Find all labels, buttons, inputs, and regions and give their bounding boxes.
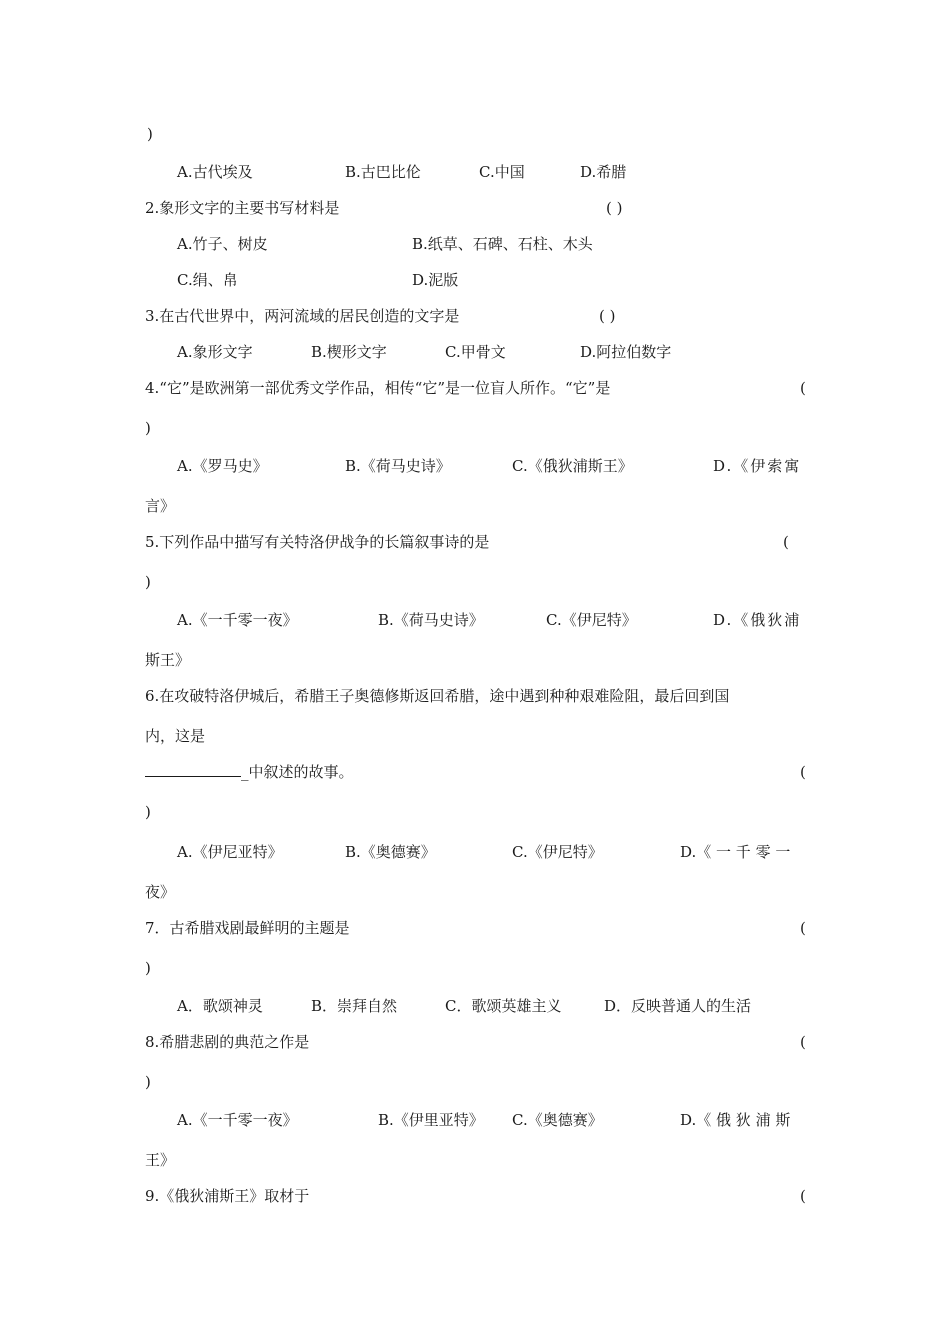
q4-paren-open: ( bbox=[800, 379, 806, 397]
q1-option-b: B.古巴比伦 bbox=[345, 163, 421, 181]
q6-paren-close: ) bbox=[145, 803, 151, 821]
q8-option-b: B.《伊里亚特》 bbox=[378, 1111, 484, 1129]
q6-option-c: C.《伊尼特》 bbox=[512, 843, 603, 861]
q4-option-c: C.《俄狄浦斯王》 bbox=[512, 457, 633, 475]
q7-option-b: B．崇拜自然 bbox=[311, 997, 398, 1015]
q6-option-b: B.《奥德赛》 bbox=[345, 843, 436, 861]
q9-paren-open: ( bbox=[800, 1187, 806, 1205]
q3-answer-paren: ( ) bbox=[599, 307, 616, 325]
q6-paren-open: ( bbox=[800, 763, 806, 781]
q5-option-d: D.《俄狄浦 bbox=[713, 611, 802, 629]
q5-option-d-wrap: 斯王》 bbox=[145, 651, 191, 669]
q5-option-c: C.《伊尼特》 bbox=[546, 611, 637, 629]
q2-answer-paren: ( ) bbox=[606, 199, 623, 217]
fill-in-blank bbox=[145, 762, 241, 777]
q7-paren-open: ( bbox=[800, 919, 806, 937]
q2-option-d: D.泥版 bbox=[412, 271, 459, 289]
q5-option-b: B.《荷马史诗》 bbox=[378, 611, 484, 629]
q6-option-d-wrap: 夜》 bbox=[145, 883, 176, 901]
q1-option-c: C.中国 bbox=[479, 163, 525, 181]
q4-option-d: D.《伊索寓 bbox=[713, 457, 802, 475]
q2-option-b: B.纸草、石碑、石柱、木头 bbox=[412, 235, 593, 253]
q2-stem: 2.象形文字的主要书写材料是 bbox=[145, 199, 340, 217]
q6-stem-line3-text: _中叙述的故事。 bbox=[241, 763, 354, 781]
q3-stem: 3.在古代世界中，两河流域的居民创造的文字是 bbox=[145, 307, 460, 325]
q3-option-a: A.象形文字 bbox=[177, 343, 253, 361]
q1-paren-close: ) bbox=[147, 125, 153, 143]
q2-option-a: A.竹子、树皮 bbox=[177, 235, 268, 253]
q4-option-b: B.《荷马史诗》 bbox=[345, 457, 451, 475]
q3-option-d: D.阿拉伯数字 bbox=[580, 343, 672, 361]
q7-option-d: D．反映普通人的生活 bbox=[604, 997, 752, 1015]
q6-stem-line2: 内，这是 bbox=[145, 727, 206, 745]
q6-option-a: A.《伊尼亚特》 bbox=[177, 843, 283, 861]
q8-option-c: C.《奥德赛》 bbox=[512, 1111, 603, 1129]
q1-option-a: A.古代埃及 bbox=[177, 163, 253, 181]
q7-option-c: C．歌颂英雄主义 bbox=[445, 997, 562, 1015]
q6-option-d: D.《 一 千 零 一 bbox=[680, 843, 791, 861]
q7-option-a: A．歌颂神灵 bbox=[177, 997, 263, 1015]
q1-option-d: D.希腊 bbox=[580, 163, 627, 181]
q5-option-a: A.《一千零一夜》 bbox=[177, 611, 298, 629]
q3-option-c: C.甲骨文 bbox=[445, 343, 506, 361]
q8-option-d: D.《 俄 狄 浦 斯 bbox=[680, 1111, 791, 1129]
q5-paren-open: ( bbox=[783, 533, 789, 551]
q8-paren-close: ) bbox=[145, 1073, 151, 1091]
q6-stem-line1: 6.在攻破特洛伊城后，希腊王子奥德修斯返回希腊，途中遇到种种艰难险阻，最后回到国 bbox=[145, 687, 730, 705]
q2-option-c: C.绢、帛 bbox=[177, 271, 238, 289]
q3-option-b: B.楔形文字 bbox=[311, 343, 387, 361]
q4-paren-close: ) bbox=[145, 419, 151, 437]
q4-stem: 4.“它”是欧洲第一部优秀文学作品，相传“它”是一位盲人所作。“它”是 bbox=[145, 379, 611, 397]
q5-paren-close: ) bbox=[145, 573, 151, 591]
q5-stem: 5.下列作品中描写有关特洛伊战争的长篇叙事诗的是 bbox=[145, 533, 490, 551]
q4-option-a: A.《罗马史》 bbox=[177, 457, 268, 475]
q8-paren-open: ( bbox=[800, 1033, 806, 1051]
q6-stem-line3 bbox=[145, 762, 354, 782]
q9-stem: 9.《俄狄浦斯王》取材于 bbox=[145, 1187, 310, 1205]
q4-option-d-wrap: 言》 bbox=[145, 497, 176, 515]
q8-option-d-wrap: 王》 bbox=[145, 1151, 176, 1169]
q8-option-a: A.《一千零一夜》 bbox=[177, 1111, 298, 1129]
q7-paren-close: ) bbox=[145, 959, 151, 977]
q7-stem: 7．古希腊戏剧最鲜明的主题是 bbox=[145, 919, 350, 937]
q8-stem: 8.希腊悲剧的典范之作是 bbox=[145, 1033, 310, 1051]
